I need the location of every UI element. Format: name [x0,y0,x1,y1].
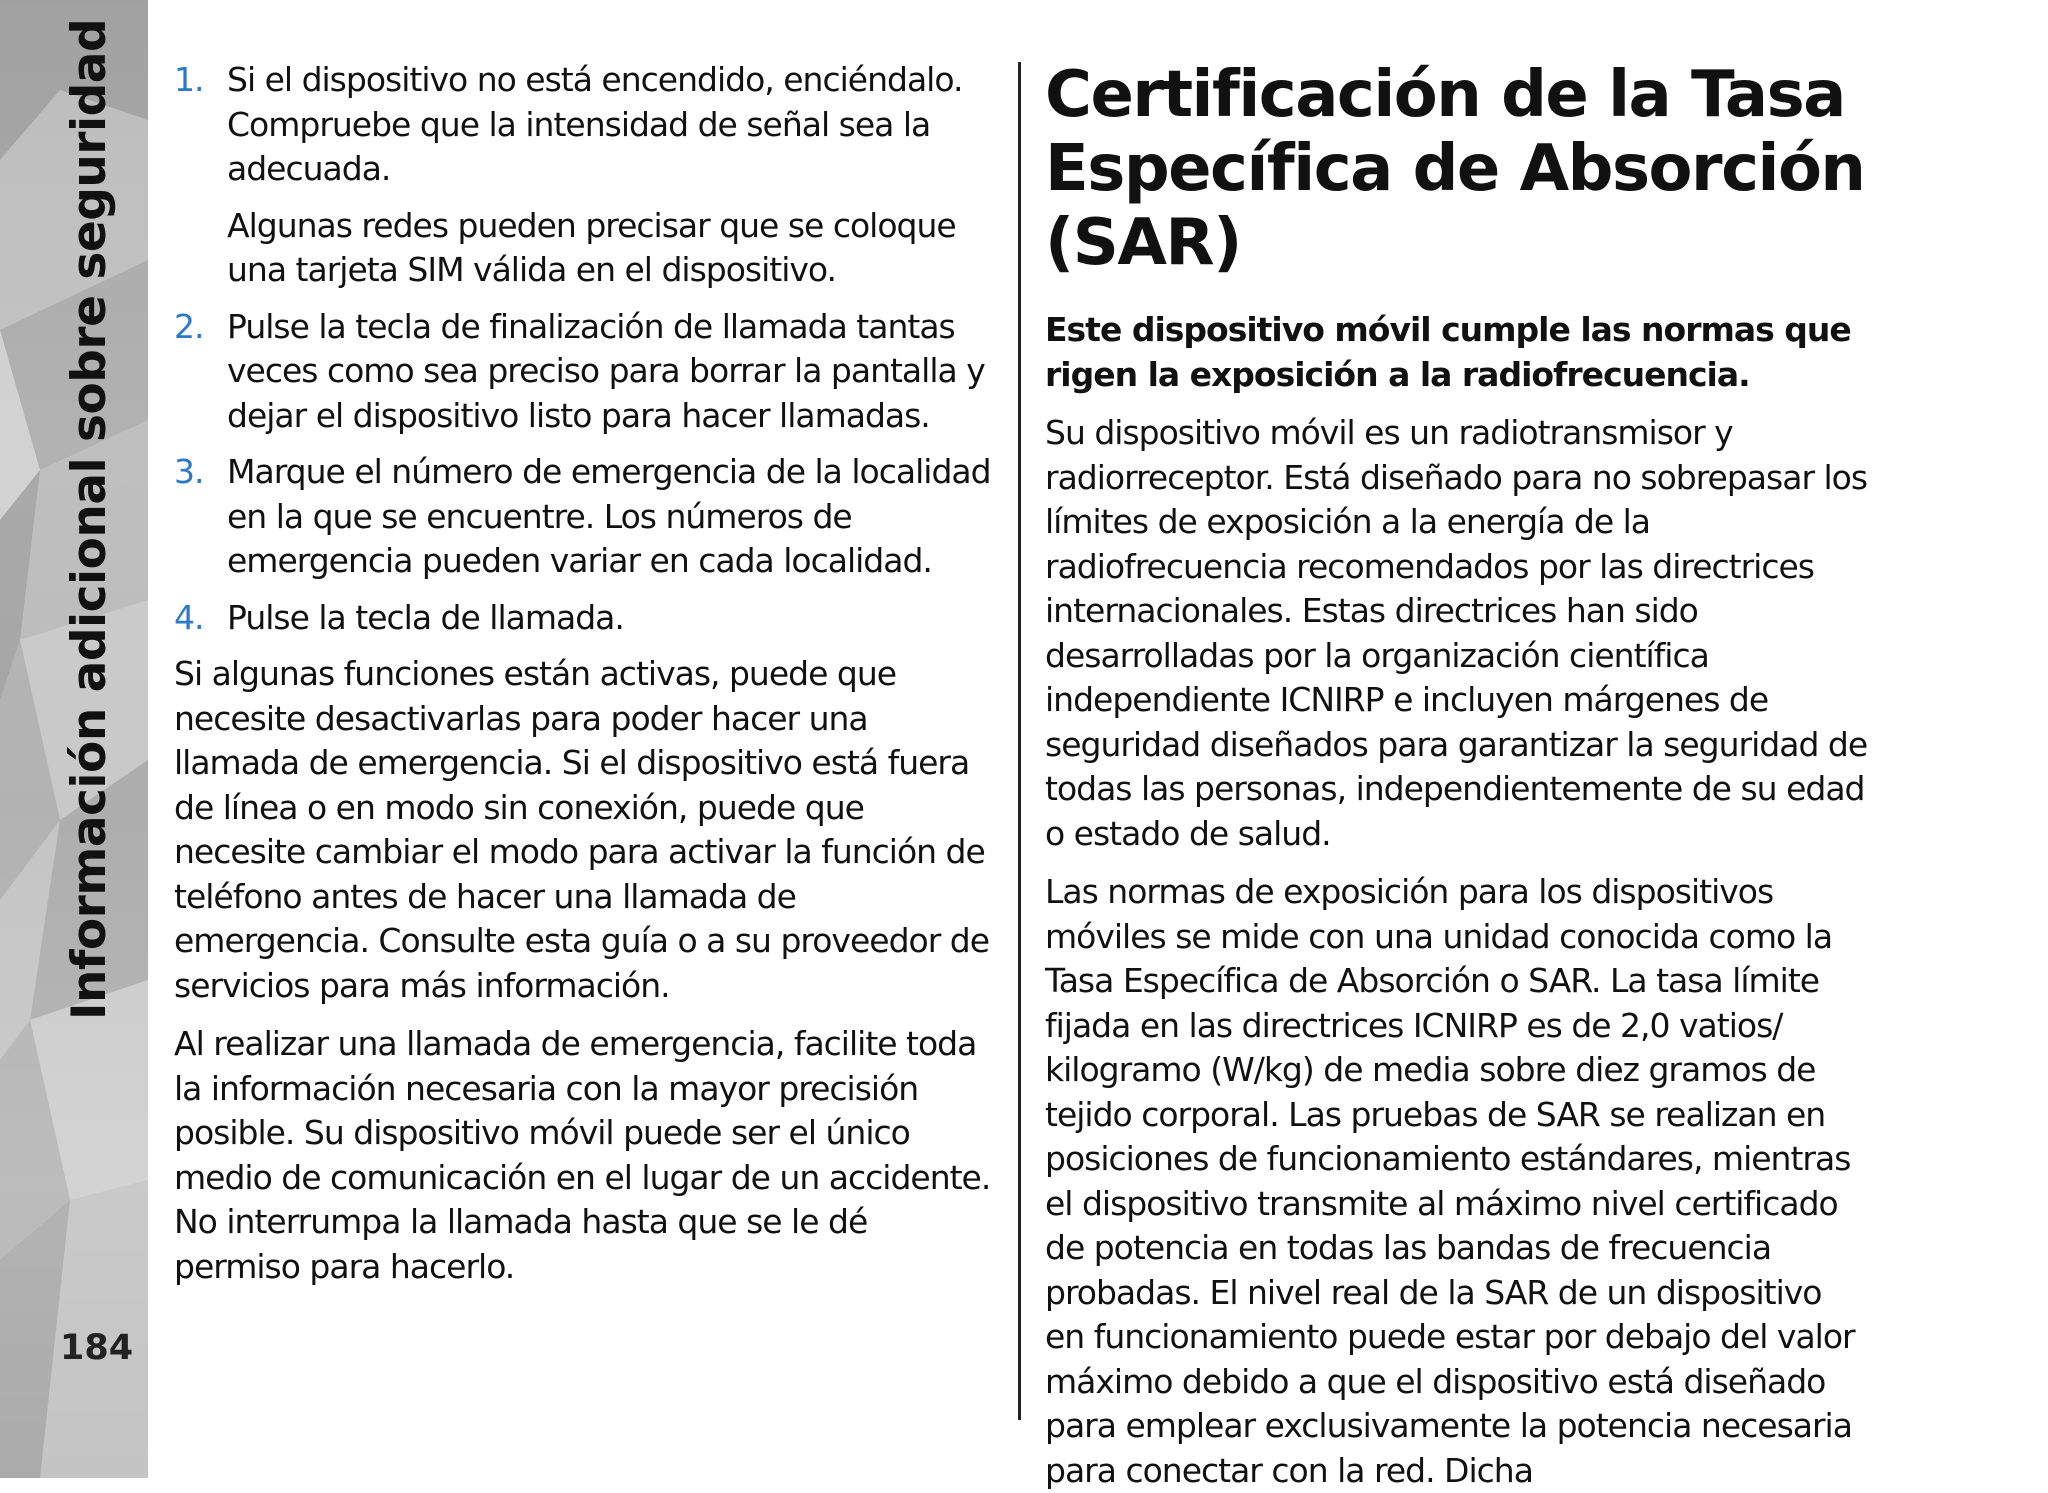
step-item [174,596,1000,641]
column-divider [1018,62,1021,1420]
step-text: Marque el número de emergencia de la localidad en la que se encuentre. Los números de emergencia pueden variar en cada localidad. [227,452,991,580]
step-number: 3. [174,452,204,491]
step-number: 2. [174,306,204,346]
page-number: 184 [60,1328,134,1368]
sidebar [0,0,148,1478]
lead-paragraph: Este dispositivo móvil cumple las normas que rigen la exposición a la radiofrecuencia. [1045,310,1851,394]
right-column [1045,58,1870,1493]
section-heading: Certificación de la Tasa Específica de Absorción (SAR) [1045,58,1865,280]
body-paragraph: Su dispositivo móvil es un radiotransmisor y radiorreceptor. Está diseñado para no sobrepasar los límites de exposición a la energía de la radiofrecuencia recomendados por las directrices internacionales. Estas directrices han sido desarrolladas por la organización científica independiente ICNIRP e incluyen márgenes de seguridad diseñados para garantizar la seguridad de todas las personas, independientemente de su edad o estado de salud. [1045,413,1868,853]
left-column [174,58,1000,1289]
step-number: 4. [174,597,204,637]
body-paragraph: Al realizar una llamada de emergencia, facilite toda la información necesaria con la mayor precisión posible. Su dispositivo móvil puede ser el único medio de comunicación en el lugar de un accidente. No interrumpa la llamada hasta que se le dé permiso para hacerlo. [174,1024,991,1286]
emergency-steps-list [174,58,1000,640]
body-paragraph: Si algunas funciones están activas, puede que necesite desactivarlas para poder hacer una llamada de emergencia. Si el dispositivo está fuera de línea o en modo sin conexión, puede que necesite cambiar el modo para activar la función de teléfono antes de hacer una llamada de emergencia. Consulte esta guía o a su proveedor de servicios para más información. [174,654,990,1005]
section-title: Información adicional sobre seguridad [62,18,117,1020]
step-item [174,305,1000,439]
step-text: Pulse la tecla de llamada. [227,597,624,637]
step-number: 1. [174,60,204,99]
body-paragraph: Las normas de exposición para los dispositivos móviles se mide con una unidad conocida como la Tasa Específica de Absorción o SAR. La tasa límite fijada en las directrices ICNIRP es de 2,0 vatios/ kilogramo (W/kg) de media sobre diez gramos de tejido corporal. Las pruebas de SAR se realizan en posiciones de funcionamiento estándares, mientras el dispositivo transmite al máximo nivel certificado de potencia en todas las bandas de frecuencia probadas. El nivel real de la SAR de un dispositivo en funcionamiento puede estar por debajo del valor máximo debido a que el dispositivo está diseñado para emplear exclusivamente la potencia necesaria para conectar con la red. Dicha [1045,872,1855,1490]
step-note: Algunas redes pueden precisar que se coloque una tarjeta SIM válida en el dispositivo. [227,205,956,289]
step-text: Pulse la tecla de finalización de llamada tantas veces como sea preciso para borrar la pantalla y dejar el dispositivo listo para hacer llamadas. [227,306,985,435]
step-item [174,58,1000,293]
step-item [174,450,1000,584]
step-text: Si el dispositivo no está encendido, enciéndalo. Compruebe que la intensidad de señal sea la adecuada. [227,60,963,188]
